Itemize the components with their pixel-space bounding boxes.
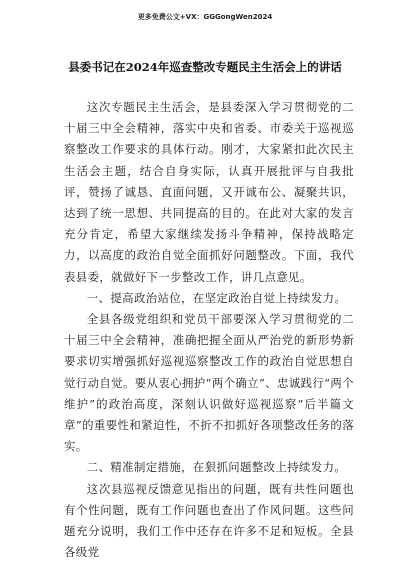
paragraph-section-1: 全县各级党组织和党员干部要深入学习贯彻党的二十届三中全会精神，准确把握全面从严治党的新形势新要求切实增强抓好巡视巡察整改工作的政治自觉思想自觉行动自觉。要从衷心拥护“两个确立”、忠诚践行“两个维护”的政治高度，深刻认识做好巡视巡察“后半篇文章”的重要性和紧迫性，不折不扣抓好各项整改任务的落实。	[64, 312, 354, 454]
section-heading-1: 一、提高政治站位，在坚定政治自觉上持续发力。	[86, 290, 347, 305]
document-title: 县委书记在2024年巡查整改专题民主生活会上的讲话	[68, 60, 342, 74]
document-body	[64, 97, 354, 563]
section-heading-2: 二、精准制定措施，在狠抓问题整改上持续发力。	[86, 460, 347, 475]
header-note: 更多免费公文+VX：GGGongWen2024	[137, 13, 273, 21]
paragraph-section-2: 这次县巡视反馈意见指出的问题，既有共性问题也有个性问题，既有工作问题也查出了作风问题。这些问题充分说明，我们工作中还存在许多不足和短板。全县各级党	[64, 481, 354, 560]
paragraph-intro: 这次专题民主生活会，是县委深入学习贯彻党的二十届三中全会精神，落实中央和省委、市委关于巡视巡察整改工作要求的具体行动。刚才，大家紧扣此次民主生活会主题，结合自身实际，认真开展批评与自我批评，赞扬了诚恳、直面问题，又开诚布公、凝聚共识，达到了统一思想、共同提高的目的。在此对大家的发言充分肯定，希望大家继续发扬斗争精神，保持战略定力，以高度的政治自觉全面抓好问题整改。下面，我代表县委，就做好下一步整改工作，讲几点意见。	[64, 100, 354, 284]
